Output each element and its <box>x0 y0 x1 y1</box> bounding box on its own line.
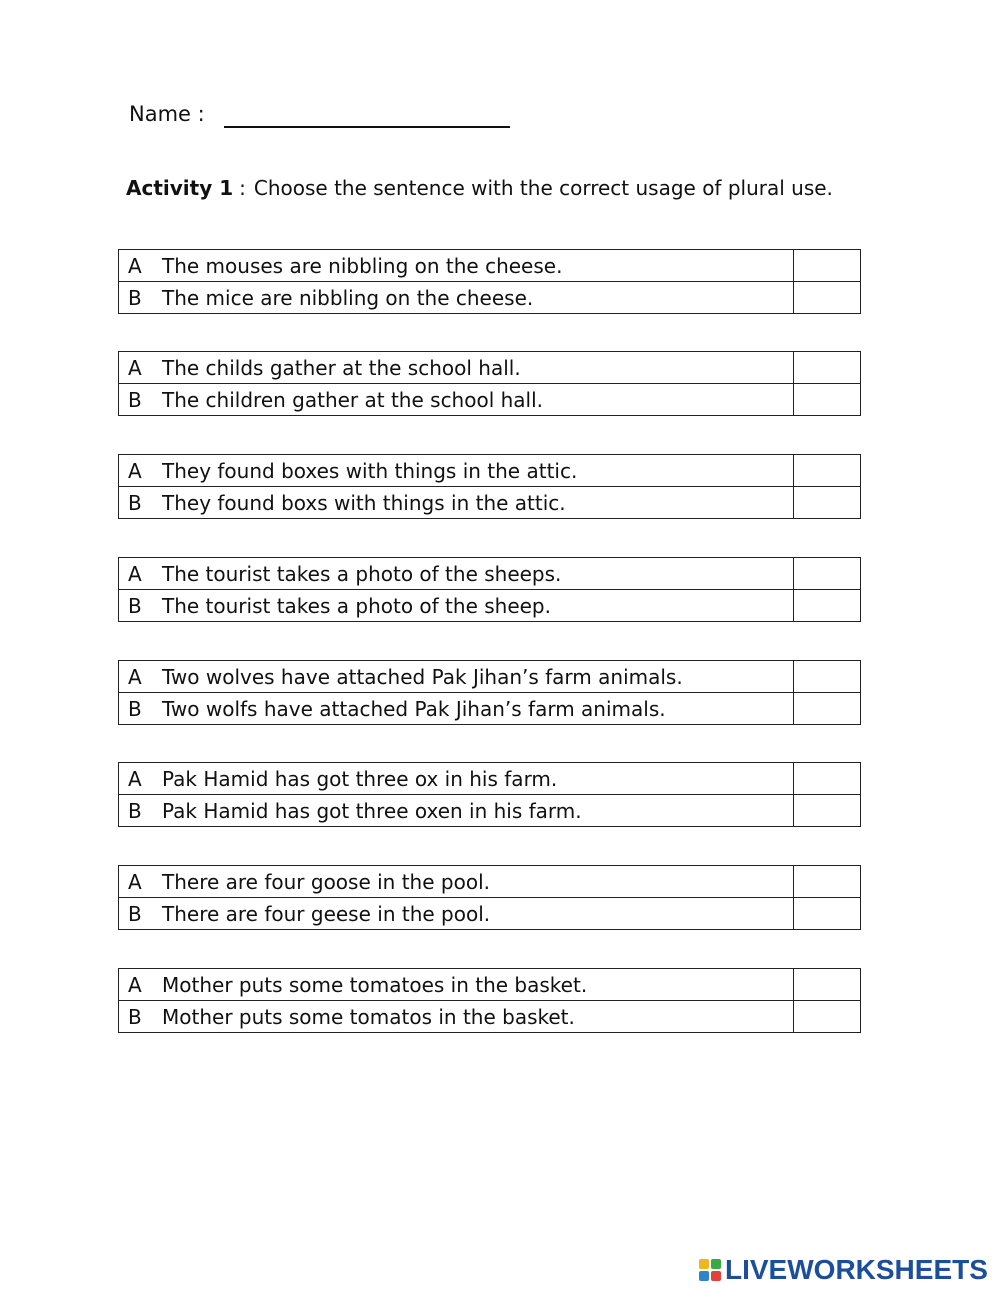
question-table-4 <box>118 557 861 622</box>
option-cell <box>119 250 794 282</box>
logo-square <box>711 1259 721 1269</box>
option-cell <box>119 1001 794 1033</box>
option-text: Mother puts some tomatos in the basket. <box>162 1004 575 1029</box>
question-table-1 <box>118 249 861 314</box>
answer-box[interactable] <box>794 661 861 693</box>
logo-square <box>699 1259 709 1269</box>
answer-box[interactable] <box>794 487 861 519</box>
answer-box[interactable] <box>794 384 861 416</box>
answer-box[interactable] <box>794 352 861 384</box>
option-text: Pak Hamid has got three oxen in his farm. <box>162 798 582 823</box>
option-letter: A <box>128 355 142 380</box>
answer-box[interactable] <box>794 898 861 930</box>
option-text: They found boxes with things in the attic. <box>162 458 578 483</box>
answer-box[interactable] <box>794 763 861 795</box>
liveworksheets-logo-icon <box>699 1259 721 1281</box>
option-letter: A <box>128 561 142 586</box>
liveworksheets-logo <box>699 1253 988 1287</box>
option-text: Mother puts some tomatoes in the basket. <box>162 972 588 997</box>
option-letter: A <box>128 766 142 791</box>
option-cell <box>119 693 794 725</box>
option-text: There are four goose in the pool. <box>162 869 490 894</box>
question-table-3 <box>118 454 861 519</box>
activity-heading <box>126 176 833 200</box>
name-row <box>129 100 529 134</box>
option-cell <box>119 795 794 827</box>
option-text: The tourist takes a photo of the sheep. <box>162 593 551 618</box>
option-letter: A <box>128 664 142 689</box>
option-text: Two wolfs have attached Pak Jihan’s farm animals. <box>162 696 666 721</box>
answer-box[interactable] <box>794 590 861 622</box>
option-row-a <box>119 866 861 898</box>
activity-title: Activity 1 <box>126 176 234 200</box>
question-table-5 <box>118 660 861 725</box>
option-letter: A <box>128 253 142 278</box>
logo-square <box>699 1271 709 1281</box>
question-table-2 <box>118 351 861 416</box>
option-text: Two wolves have attached Pak Jihan’s farm animals. <box>162 664 683 689</box>
answer-box[interactable] <box>794 866 861 898</box>
option-letter: B <box>128 798 142 823</box>
option-cell <box>119 590 794 622</box>
question-table-8 <box>118 968 861 1033</box>
option-row-b <box>119 898 861 930</box>
option-text: The mouses are nibbling on the cheese. <box>162 253 563 278</box>
option-row-a <box>119 352 861 384</box>
answer-box[interactable] <box>794 558 861 590</box>
question-table-6 <box>118 762 861 827</box>
option-cell <box>119 763 794 795</box>
option-row-a <box>119 455 861 487</box>
answer-box[interactable] <box>794 455 861 487</box>
answer-box[interactable] <box>794 795 861 827</box>
answer-box[interactable] <box>794 969 861 1001</box>
option-cell <box>119 352 794 384</box>
option-row-b <box>119 693 861 725</box>
option-text: The tourist takes a photo of the sheeps. <box>162 561 562 586</box>
option-cell <box>119 282 794 314</box>
option-letter: B <box>128 1004 142 1029</box>
option-text: The childs gather at the school hall. <box>162 355 521 380</box>
option-letter: A <box>128 869 142 894</box>
option-letter: B <box>128 285 142 310</box>
option-cell <box>119 866 794 898</box>
answer-box[interactable] <box>794 282 861 314</box>
option-text: They found boxs with things in the attic. <box>162 490 566 515</box>
answer-box[interactable] <box>794 250 861 282</box>
option-row-a <box>119 558 861 590</box>
answer-box[interactable] <box>794 693 861 725</box>
name-label: Name : <box>129 102 205 126</box>
option-letter: B <box>128 593 142 618</box>
option-row-a <box>119 763 861 795</box>
option-letter: B <box>128 387 142 412</box>
option-text: There are four geese in the pool. <box>162 901 491 926</box>
option-row-b <box>119 795 861 827</box>
option-text: The children gather at the school hall. <box>162 387 544 412</box>
option-row-b <box>119 1001 861 1033</box>
option-row-a <box>119 250 861 282</box>
name-field[interactable] <box>224 126 510 128</box>
option-text: The mice are nibbling on the cheese. <box>162 285 534 310</box>
option-cell <box>119 969 794 1001</box>
option-row-b <box>119 590 861 622</box>
option-cell <box>119 384 794 416</box>
logo-text: LIVEWORKSHEETS <box>725 1254 988 1285</box>
option-letter: A <box>128 972 142 997</box>
option-letter: B <box>128 901 142 926</box>
activity-instruction: Choose the sentence with the correct usage of plural use. <box>253 176 833 200</box>
option-letter: B <box>128 696 142 721</box>
question-table-7 <box>118 865 861 930</box>
option-row-b <box>119 282 861 314</box>
option-row-a <box>119 969 861 1001</box>
option-cell <box>119 558 794 590</box>
answer-box[interactable] <box>794 1001 861 1033</box>
option-text: Pak Hamid has got three ox in his farm. <box>162 766 558 791</box>
option-row-b <box>119 487 861 519</box>
activity-separator: : <box>239 176 246 200</box>
option-cell <box>119 455 794 487</box>
option-cell <box>119 898 794 930</box>
option-cell <box>119 661 794 693</box>
option-cell <box>119 487 794 519</box>
option-row-a <box>119 661 861 693</box>
option-row-b <box>119 384 861 416</box>
option-letter: B <box>128 490 142 515</box>
option-letter: A <box>128 458 142 483</box>
logo-square <box>711 1271 721 1281</box>
